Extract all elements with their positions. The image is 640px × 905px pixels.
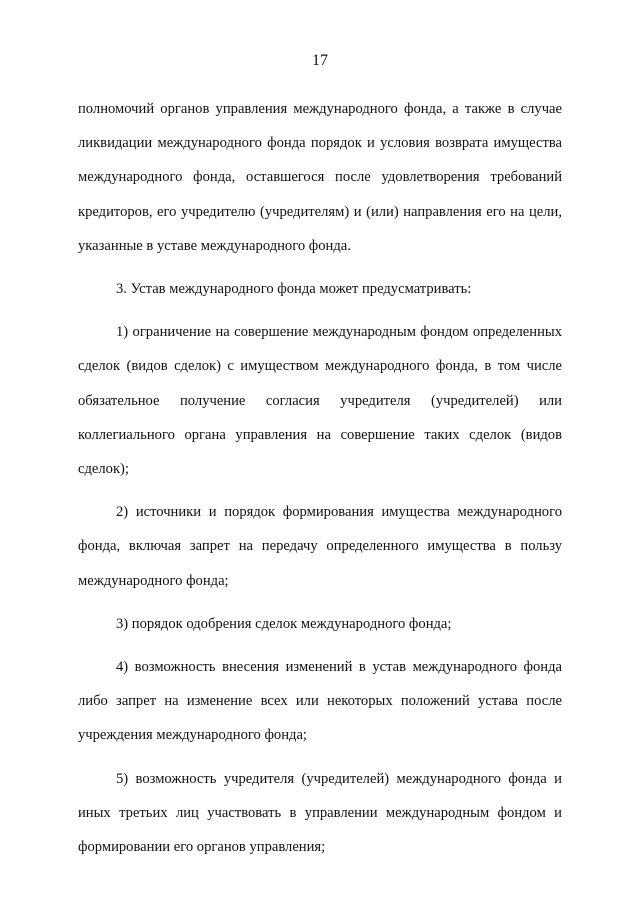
paragraph-item-4: 4) возможность внесения изменений в устав международного фонда либо запрет на изменение всех или некоторых положений устава после учреждения международного фонда; [78, 659, 562, 744]
paragraph-item-3: 3) порядок одобрения сделок международного фонда; [116, 615, 452, 632]
page-number: 17 [312, 52, 328, 69]
paragraph-item-1: 1) ограничение на совершение международным фондом определенных сделок (видов сделок) с имуществом международного фонда, в том числе обязательное получение согласия учредителя (учредителей) или коллегиального органа управления на совершение таких сделок (видов сделок); [78, 324, 562, 478]
paragraph-item-5: 5) возможность учредителя (учредителей) международного фонда и иных третьих лиц участвовать в управлении международным фондом и формировании его органов управления; [78, 770, 562, 856]
paragraph-item-2: 2) источники и порядок формирования имущества международного фонда, включая запрет на передачу определенного имущества в пользу международного фонда; [78, 504, 562, 589]
paragraph-part-3-heading: 3. Устав международного фонда может предусматривать: [116, 281, 472, 298]
document-body [78, 92, 562, 873]
paragraph-continuation: полномочий органов управления международного фонда, а также в случае ликвидации международного фонда порядок и условия возврата имущества международного фонда, оставшегося после удовлетворения требований кредиторов, его учредителю (учредителям) и (или) направления его на цели, указанные в уставе международного фонда. [78, 101, 562, 254]
